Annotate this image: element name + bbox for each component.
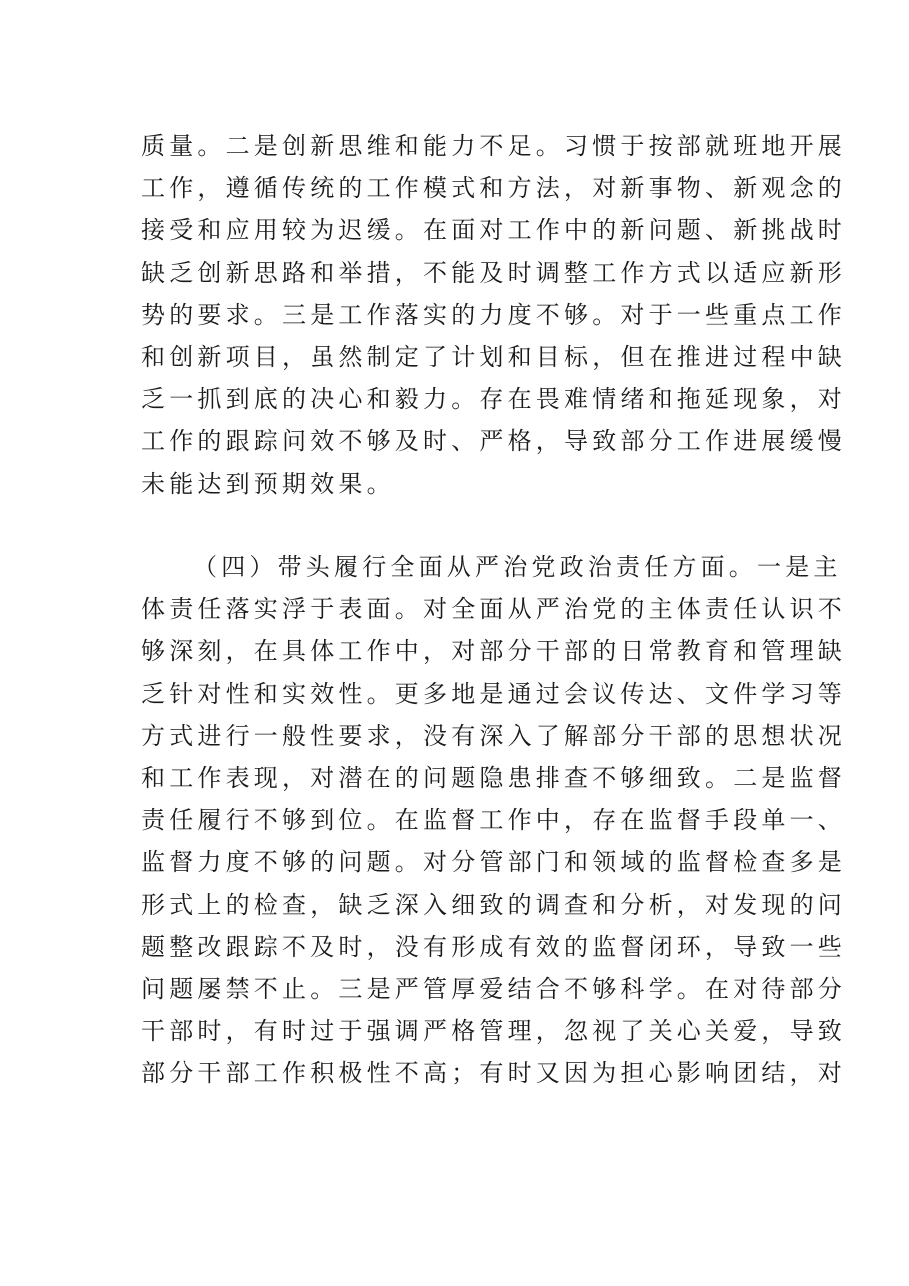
paragraph-line: 势的要求。三是工作落实的力度不够。对于一些重点工作 — [141, 300, 846, 329]
paragraph-line: 题整改跟踪不及时，没有形成有效的监督闭环，导致一些 — [141, 932, 846, 961]
paragraph-line: 形式上的检查，缺乏深入细致的调查和分析，对发现的问 — [141, 890, 846, 919]
paragraph-line: 乏一抓到底的决心和毅力。存在畏难情绪和拖延现象，对 — [141, 385, 846, 414]
paragraph-line: 工作，遵循传统的工作模式和方法，对新事物、新观念的 — [141, 174, 846, 203]
paragraph-line: 够深刻，在具体工作中，对部分干部的日常教育和管理缺 — [141, 637, 846, 666]
paragraph-line: 和创新项目，虽然制定了计划和目标，但在推进过程中缺 — [141, 342, 846, 371]
paragraph-heading-line: （四）带头履行全面从严治党政治责任方面。一是主 — [193, 553, 842, 581]
paragraph-line: 监督力度不够的问题。对分管部门和领域的监督检查多是 — [141, 848, 846, 877]
paragraph-line: 未能达到预期效果。 — [141, 469, 395, 498]
paragraph-line: 干部时，有时过于强调严格管理，忽视了关心关爱，导致 — [141, 1017, 846, 1046]
paragraph-line: 缺乏创新思路和举措，不能及时调整工作方式以适应新形 — [141, 258, 846, 287]
paragraph-line: 和工作表现，对潜在的问题隐患排查不够细致。二是监督 — [141, 763, 846, 792]
paragraph-line: 方式进行一般性要求，没有深入了解部分干部的思想状况 — [141, 721, 846, 750]
paragraph-line: 质量。二是创新思维和能力不足。习惯于按部就班地开展 — [141, 132, 846, 160]
paragraph-line: 部分干部工作积极性不高；有时又因为担心影响团结，对 — [141, 1059, 846, 1088]
paragraph-line: 乏针对性和实效性。更多地是通过会议传达、文件学习等 — [141, 679, 846, 708]
paragraph-line: 责任履行不够到位。在监督工作中，存在监督手段单一、 — [141, 806, 846, 835]
paragraph-line: 工作的跟踪问效不够及时、严格，导致部分工作进展缓慢 — [141, 427, 846, 456]
paragraph-line: 问题屡禁不止。三是严管厚爱结合不够科学。在对待部分 — [141, 974, 846, 1003]
paragraph-line: 体责任落实浮于表面。对全面从严治党的主体责任认识不 — [141, 595, 846, 624]
paragraph-line: 接受和应用较为迟缓。在面对工作中的新问题、新挑战时 — [141, 216, 846, 245]
paragraph-1 — [141, 125, 846, 505]
paragraph-2 — [141, 546, 846, 1094]
